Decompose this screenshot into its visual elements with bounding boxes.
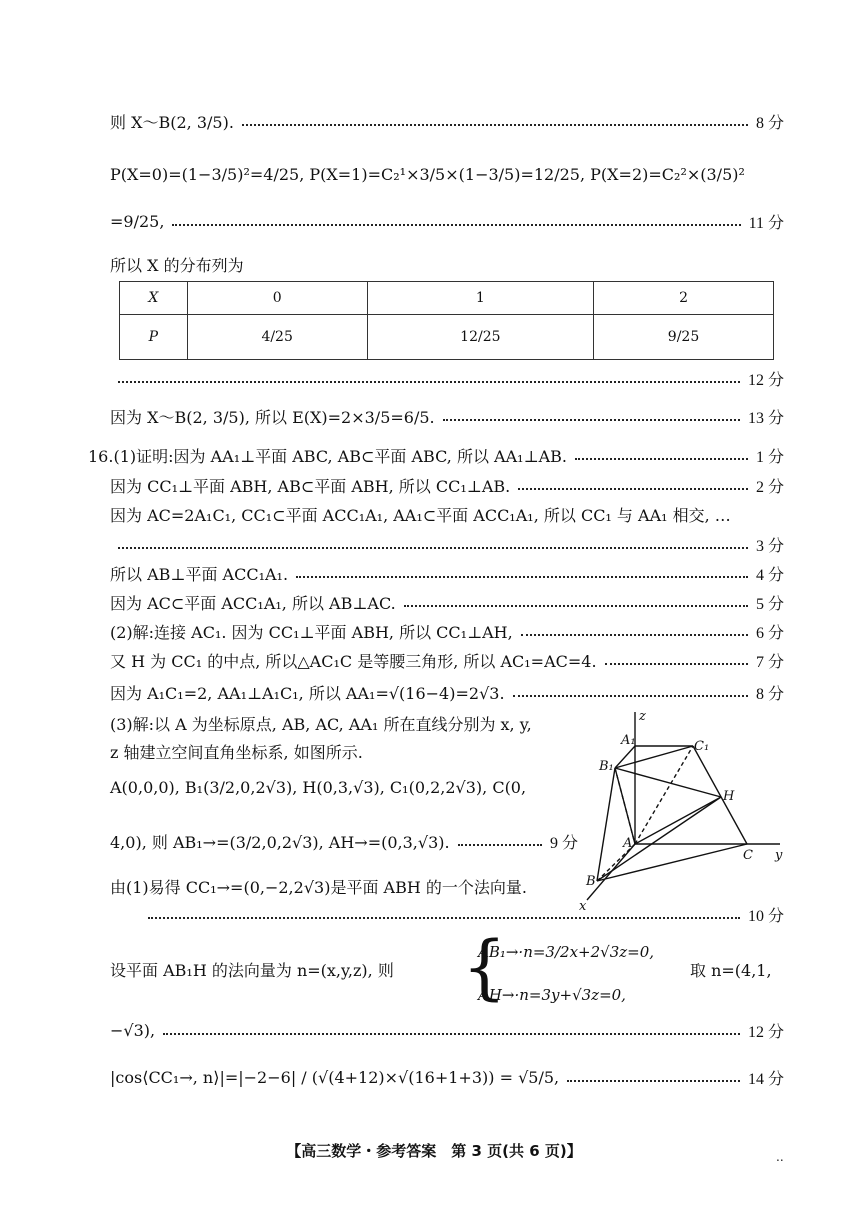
score-mark: 8 分: [755, 685, 784, 703]
label-C1: C₁: [694, 739, 710, 754]
answer-text: 因为 A₁C₁=2, AA₁⊥A₁C₁, 所以 AA₁=√(16−4)=2√3.: [110, 683, 505, 703]
label-z: z: [639, 709, 646, 724]
answer-line: [110, 955, 468, 983]
edge-B1H: [615, 768, 721, 797]
page-footer: 【高三数学・参考答案 第 3 页(共 6 页)】: [286, 1142, 582, 1160]
table-header-cell: 1: [367, 282, 593, 315]
table-header-cell: X: [120, 282, 188, 315]
answer-text: P(X=0)=(1−3/5)²=4/25, P(X=1)=C₂¹×3/5×(1−3/5)=12/25, P(X=2)=C₂²×(3/5)²: [110, 164, 745, 184]
answer-line: [110, 588, 784, 616]
answer-line: [110, 709, 568, 737]
answer-line: [110, 471, 784, 499]
answer-text: 所以 AB⊥平面 ACC₁A₁.: [110, 564, 289, 584]
answer-line: [110, 530, 784, 558]
score-mark: 9 分: [549, 834, 578, 852]
label-y: y: [775, 848, 783, 863]
leader-dots: [172, 224, 740, 226]
edge-BH: [597, 797, 721, 881]
label-A: A: [623, 836, 633, 851]
table-cell: 12/25: [367, 315, 593, 360]
leader-dots: [443, 419, 740, 421]
table-header-cell: 2: [594, 282, 774, 315]
label-B1: B₁: [599, 759, 614, 774]
answer-line: [110, 107, 784, 135]
leader-dots: [518, 488, 748, 490]
answer-line: [110, 872, 568, 900]
edge-AH: [635, 797, 721, 844]
leader-dots: [118, 547, 748, 549]
answer-text: 16.(1)证明:因为 AA₁⊥平面 ABC, AB⊂平面 ABC, 所以 AA₁⊥AB.: [88, 446, 568, 466]
score-mark: 12 分: [747, 1023, 784, 1041]
leader-dots: [148, 917, 740, 919]
answer-text: −√3),: [110, 1020, 156, 1040]
table-header-cell: 0: [187, 282, 367, 315]
answer-text: (3)解:以 A 为坐标原点, AB, AC, AA₁ 所在直线分别为 x, y,: [110, 714, 532, 734]
distribution-table: [119, 281, 774, 360]
system-equation-1: AB₁→·n=3/2x+2√3z=0,: [478, 943, 655, 961]
answer-line: [110, 559, 784, 587]
label-x: x: [579, 899, 587, 913]
leader-dots: [567, 1080, 740, 1082]
answer-line: [110, 1016, 784, 1044]
answer-line: [110, 646, 784, 674]
answer-text: 因为 X～B(2, 3/5), 所以 E(X)=2×3/5=6/5.: [110, 407, 435, 427]
answer-text: 设平面 AB₁H 的法向量为 n=(x,y,z), 则: [110, 960, 394, 980]
answer-text: 取 n=(4,1,: [690, 960, 772, 980]
answer-line: [110, 737, 568, 765]
label-B: B: [586, 874, 596, 889]
score-mark: 6 分: [755, 624, 784, 642]
leader-dots: [404, 605, 748, 607]
edge-B1B: [597, 768, 615, 881]
answer-text: 因为 AC⊂平面 ACC₁A₁, 所以 AB⊥AC.: [110, 593, 396, 613]
answer-line: [110, 1063, 784, 1091]
leader-dots: [521, 634, 748, 636]
leader-dots: [605, 663, 748, 665]
answer-text: |cos⟨CC₁→, n⟩|=|−2−6| / (√(4+12)×√(16+1+3)) = √5/5,: [110, 1067, 560, 1087]
score-mark: 13 分: [747, 409, 784, 427]
system-brace: {: [462, 926, 507, 1008]
leader-dots: [296, 576, 748, 578]
leader-dots: [458, 844, 542, 846]
table-cell: 9/25: [594, 315, 774, 360]
answer-line: [690, 955, 784, 983]
system-equation-2: AH→·n=3y+√3z=0,: [478, 986, 626, 1004]
score-mark: 4 分: [755, 566, 784, 584]
answer-text: 因为 AC=2A₁C₁, CC₁⊂平面 ACC₁A₁, AA₁⊂平面 ACC₁A₁, 所以 CC₁ 与 AA₁ 相交, …: [110, 505, 731, 525]
answer-text: 又 H 为 CC₁ 的中点, 所以△AC₁C 是等腰三角形, 所以 AC₁=AC=4.: [110, 651, 597, 671]
answer-text: 所以 X 的分布列为: [110, 255, 244, 275]
answer-line: [110, 160, 784, 188]
answer-text: 则 X～B(2, 3/5).: [110, 112, 234, 132]
answer-text: =9/25,: [110, 211, 165, 231]
score-mark: 1 分: [755, 448, 784, 466]
corner-mark: ..: [776, 1150, 784, 1164]
leader-dots: [163, 1033, 740, 1035]
score-mark: 7 分: [755, 653, 784, 671]
edge-AC1: [635, 746, 693, 844]
answer-text: z 轴建立空间直角坐标系, 如图所示.: [110, 742, 363, 762]
score-mark: 3 分: [755, 537, 784, 555]
score-mark: 11 分: [748, 214, 784, 232]
answer-line: [110, 364, 784, 392]
score-mark: 2 分: [755, 478, 784, 496]
score-mark: 14 分: [747, 1070, 784, 1088]
leader-dots: [575, 458, 748, 460]
score-mark: 10 分: [747, 907, 784, 925]
geometry-figure: [575, 708, 790, 913]
answer-text: 因为 CC₁⊥平面 ABH, AB⊂平面 ABH, 所以 CC₁⊥AB.: [110, 476, 511, 496]
answer-text: 4,0), 则 AB₁→=(3/2,0,2√3), AH→=(0,3,√3).: [110, 832, 450, 852]
table-cell: P: [120, 315, 188, 360]
score-mark: 5 分: [755, 595, 784, 613]
answer-text: (2)解:连接 AC₁. 因为 CC₁⊥平面 ABH, 所以 CC₁⊥AH,: [110, 622, 513, 642]
score-mark: 12 分: [747, 371, 784, 389]
answer-text: 由(1)易得 CC₁→=(0,−2,2√3)是平面 ABH 的一个法向量.: [110, 877, 527, 897]
edge-C1C: [693, 746, 747, 844]
answer-line: [110, 678, 784, 706]
leader-dots: [513, 695, 748, 697]
label-H: H: [723, 789, 735, 804]
leader-dots: [242, 124, 748, 126]
answer-line: [110, 250, 784, 278]
label-C: C: [743, 848, 753, 863]
answer-text: A(0,0,0), B₁(3/2,0,2√3), H(0,3,√3), C₁(0,2,2√3), C(0,: [110, 777, 527, 797]
answer-line: [110, 500, 784, 528]
score-mark: 8 分: [755, 114, 784, 132]
answer-line: [110, 827, 578, 855]
leader-dots: [118, 381, 740, 383]
answer-line: [110, 207, 784, 235]
answer-line: [110, 773, 568, 801]
table-cell: 4/25: [187, 315, 367, 360]
answer-line: [88, 441, 784, 469]
answer-line: [110, 617, 784, 645]
label-A1: A₁: [621, 733, 636, 748]
answer-line: [110, 402, 784, 430]
